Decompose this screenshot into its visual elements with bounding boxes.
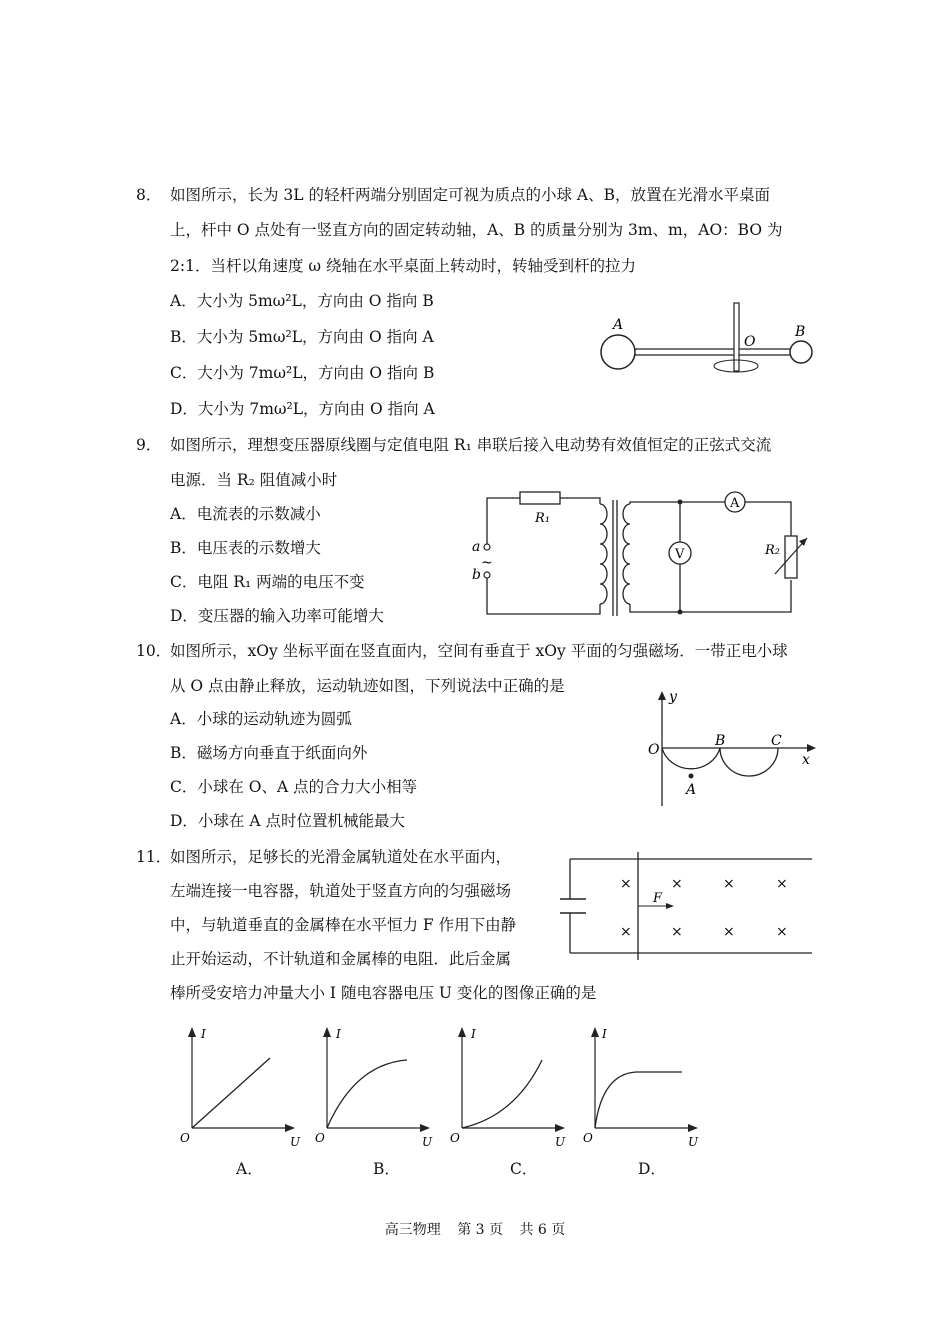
point-a xyxy=(689,774,694,779)
q8-stem-line-2: 上，杆中 O 点处有一竖直方向的固定转动轴，A、B 的质量分别为 3m、m，AO：BO 为 xyxy=(170,221,783,239)
q8-option-c: C．大小为 7mω²L，方向由 O 指向 B xyxy=(170,364,435,382)
q11-graph-b xyxy=(310,1024,440,1154)
label-a: A xyxy=(686,782,697,798)
axis-arrow-icon xyxy=(591,1027,599,1037)
axis-label-u: U xyxy=(555,1135,566,1149)
q11-stem-line-5: 棒所受安培力冲量大小 I 随电容器电压 U 变化的图像正确的是 xyxy=(170,984,597,1002)
q9-transformer-figure xyxy=(465,488,815,620)
q9-option-b: B．电压表的示数增大 xyxy=(170,539,321,557)
label-a: A xyxy=(613,317,624,333)
label-a-terminal: a xyxy=(472,539,481,555)
terminal-a xyxy=(484,544,490,550)
q9-option-d: D．变压器的输入功率可能增大 xyxy=(170,607,384,625)
junction-top xyxy=(678,500,683,505)
axis-label-u: U xyxy=(290,1135,301,1149)
axis-arrow-icon xyxy=(323,1027,331,1037)
q10-stem-line-1: 如图所示，xOy 坐标平面在竖直面内，空间有垂直于 xOy 平面的匀强磁场．一带正电小球 xyxy=(170,642,788,660)
axis-label-i: I xyxy=(201,1027,206,1041)
axis-label-u: U xyxy=(688,1135,699,1149)
graph-label-c: C． xyxy=(510,1160,538,1178)
q8-stem-line-3: 2:1．当杆以角速度 ω 绕轴在水平桌面上转动时，转轴受到杆的拉力 xyxy=(170,257,636,275)
field-cross-icon: × xyxy=(620,876,632,892)
ammeter-label: A xyxy=(730,496,740,511)
primary-coil xyxy=(600,504,607,604)
junction-bottom xyxy=(678,610,683,615)
voltmeter-label: V xyxy=(675,547,685,562)
q11-stem-line-2: 左端连接一电容器，轨道处于竖直方向的匀强磁场 xyxy=(170,882,512,900)
label-o: O xyxy=(648,742,660,758)
footer-page: 第 3 页 xyxy=(457,1222,503,1238)
field-cross-icon: × xyxy=(723,924,735,940)
q8-rod-figure xyxy=(595,300,825,380)
resistor-r2 xyxy=(785,536,797,578)
q11-stem-line-1: 如图所示，足够长的光滑金属轨道处在水平面内， xyxy=(170,848,512,866)
graph-curve xyxy=(595,1072,682,1128)
label-f: F xyxy=(653,891,663,906)
q11-stem-line-3: 中，与轨道垂直的金属棒在水平恒力 F 作用下由静 xyxy=(170,916,517,934)
q8-number: 8． xyxy=(136,186,162,204)
label-x: x xyxy=(802,752,810,768)
axis-label-o: O xyxy=(180,1131,190,1145)
q10-trajectory-figure xyxy=(640,688,820,810)
rotation-axis xyxy=(734,303,739,371)
ball-b xyxy=(790,341,812,363)
axis-label-i: I xyxy=(336,1027,341,1041)
resistor-r1 xyxy=(520,492,560,504)
axis-label-i: I xyxy=(602,1027,607,1041)
q11-stem-line-4: 止开始运动，不计轨道和金属棒的电阻．此后金属 xyxy=(170,950,512,968)
q8-option-d: D．大小为 7mω²L，方向由 O 指向 A xyxy=(170,400,435,418)
axis-label-u: U xyxy=(422,1135,433,1149)
label-b: B xyxy=(715,733,726,749)
axis-arrow-icon xyxy=(420,1124,430,1132)
graph-label-a: A． xyxy=(236,1160,263,1178)
axis-label-o: O xyxy=(450,1131,460,1145)
graph-curve xyxy=(327,1060,407,1128)
label-o: O xyxy=(744,334,756,350)
axis-arrow-icon xyxy=(555,1124,565,1132)
q9-stem-line-2: 电源．当 R₂ 阻值减小时 xyxy=(170,471,338,489)
q11-graph-a xyxy=(175,1024,305,1154)
axis-arrow-icon xyxy=(688,1124,698,1132)
ac-source-icon: ~ xyxy=(481,555,493,571)
q10-stem-line-2: 从 O 点由静止释放，运动轨迹如图，下列说法中正确的是 xyxy=(170,677,565,695)
q10-option-a: A．小球的运动轨迹为圆弧 xyxy=(170,710,352,728)
graph-label-d: D． xyxy=(638,1160,666,1178)
label-c: C xyxy=(771,733,782,749)
graph-curve xyxy=(462,1060,542,1128)
q11-graph-c xyxy=(445,1024,575,1154)
terminal-b xyxy=(484,572,490,578)
q9-number: 9． xyxy=(136,436,162,454)
ball-a xyxy=(601,335,635,369)
axis-arrow-icon xyxy=(285,1124,295,1132)
q9-option-c: C．电阻 R₁ 两端的电压不变 xyxy=(170,573,365,591)
q10-number: 10． xyxy=(136,642,172,660)
label-b: B xyxy=(795,324,806,340)
q9-stem-line-1: 如图所示，理想变压器原线圈与定值电阻 R₁ 串联后接入电动势有效值恒定的正弦式交流 xyxy=(170,436,772,454)
label-b-terminal: b xyxy=(472,567,481,583)
trajectory xyxy=(662,748,778,776)
q10-option-d: D．小球在 A 点时位置机械能最大 xyxy=(170,812,405,830)
q10-option-b: B．磁场方向垂直于纸面向外 xyxy=(170,744,368,762)
q11-rail-figure xyxy=(560,852,820,960)
x-axis-arrow-icon xyxy=(807,744,816,752)
q9-option-a: A．电流表的示数减小 xyxy=(170,505,321,523)
q10-option-c: C．小球在 O、A 点的合力大小相等 xyxy=(170,778,418,796)
q11-number: 11． xyxy=(136,848,172,866)
field-cross-icon: × xyxy=(776,876,788,892)
axis-label-o: O xyxy=(583,1131,593,1145)
label-y: y xyxy=(669,689,677,705)
q11-graph-d xyxy=(578,1024,708,1154)
footer-subject: 高三物理 xyxy=(384,1222,441,1238)
field-cross-icon: × xyxy=(723,876,735,892)
graph-label-b: B． xyxy=(373,1160,400,1178)
label-r1: R₁ xyxy=(535,511,550,526)
secondary-coil xyxy=(623,504,630,604)
field-cross-icon: × xyxy=(671,876,683,892)
axis-label-i: I xyxy=(471,1027,476,1041)
field-cross-icon: × xyxy=(620,924,632,940)
field-cross-icon: × xyxy=(776,924,788,940)
page-footer xyxy=(0,1219,950,1239)
q8-option-a: A．大小为 5mω²L，方向由 O 指向 B xyxy=(170,292,434,310)
footer-total: 共 6 页 xyxy=(519,1222,566,1238)
axis-label-o: O xyxy=(315,1131,325,1145)
y-axis-arrow-icon xyxy=(658,691,666,700)
axis-arrow-icon xyxy=(458,1027,466,1037)
q8-option-b: B．大小为 5mω²L，方向由 O 指向 A xyxy=(170,328,434,346)
graph-curve xyxy=(192,1058,270,1128)
force-arrow-icon xyxy=(666,903,674,909)
field-cross-icon: × xyxy=(671,924,683,940)
axis-arrow-icon xyxy=(188,1027,196,1037)
q8-stem-line-1: 如图所示，长为 3L 的轻杆两端分别固定可视为质点的小球 A、B，放置在光滑水平桌面 xyxy=(170,186,771,204)
label-r2: R₂ xyxy=(765,543,780,558)
